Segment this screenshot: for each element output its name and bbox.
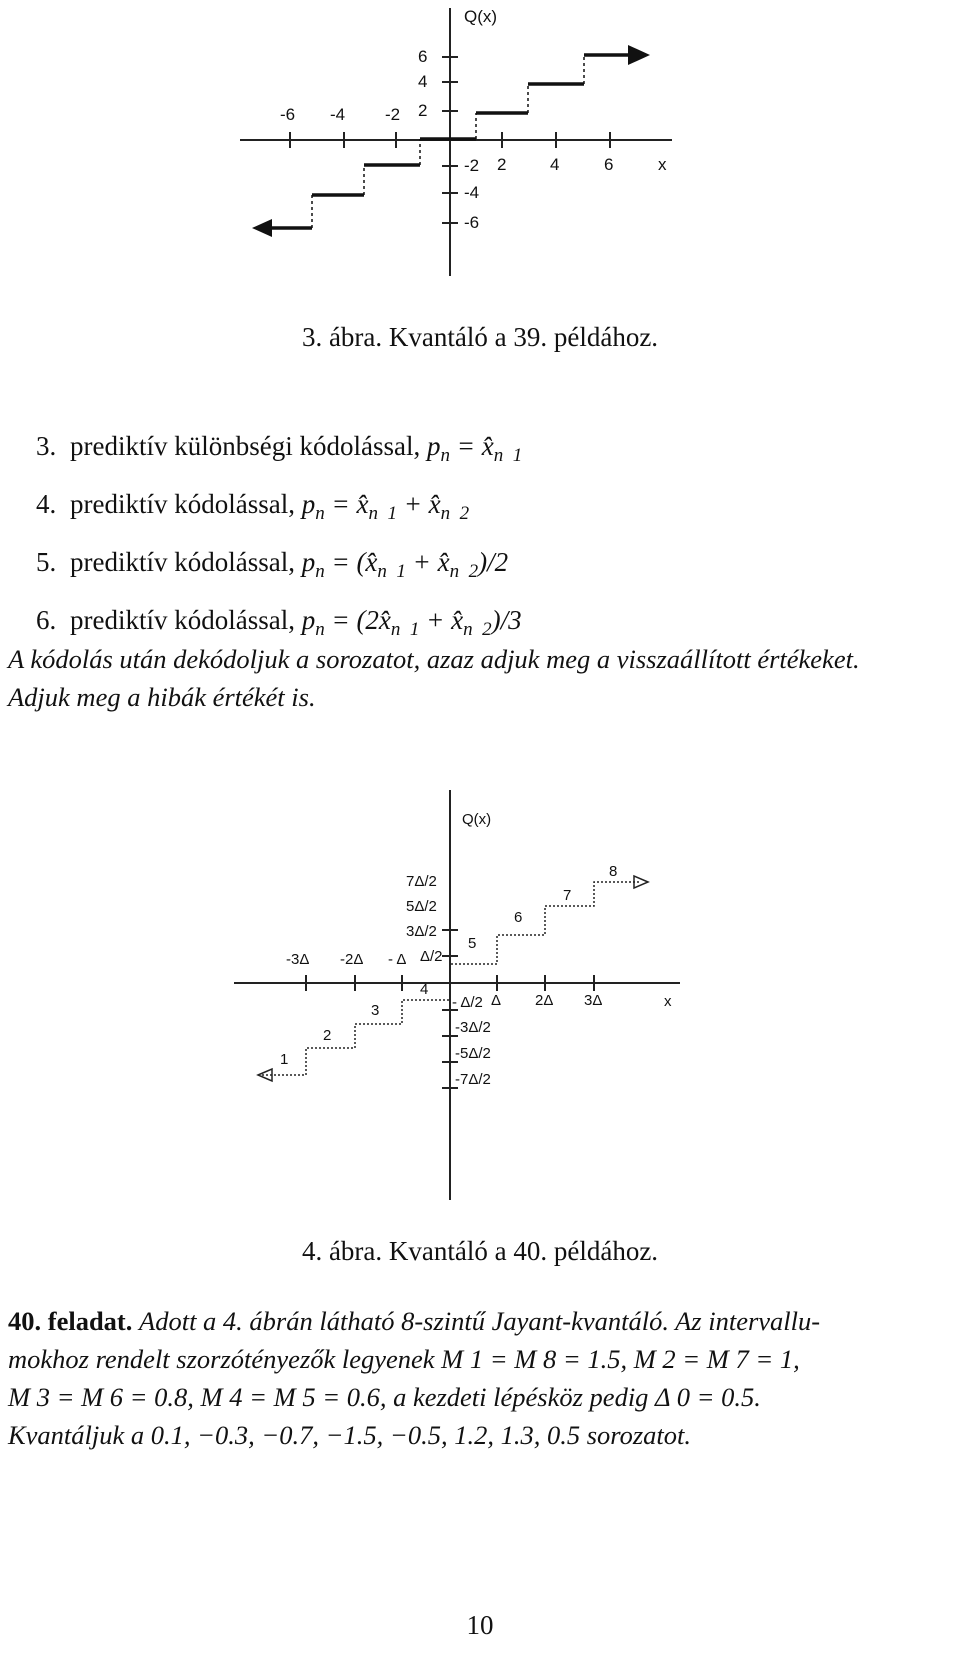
problem-40: 40. feladat. Adott a 4. ábrán látható 8-szintű Jayant-kvantáló. Az intervallu- mokhoz rendelt szorzótényezők legyenek M 1 = M 8 = 1.5, M 2 = M 7 = 1, M 3 = M 6 = 0.8, M 4 = M 5 = 0.6, a kezdeti lépésköz pedig Δ 0 = 0.5. Kvantáljuk a 0.1, −0.3, −0.7, −1.5, −0.5, 1.2, 1.3, 0.5 sorozatot. — [8, 1306, 821, 1450]
x-tick-label: -4 — [330, 105, 346, 124]
y-tick-label: 2 — [418, 101, 428, 120]
arrow-right-icon — [634, 876, 648, 888]
y-tick-label: 4 — [418, 72, 428, 91]
y-tick-label: - Δ/2 — [452, 994, 483, 1011]
level-label: 1 — [280, 1051, 289, 1068]
list-item: 3. prediktív különbségi kódolással, $p_n$ = $x̂_{n 1}$ — [36, 431, 523, 466]
list-item: 5. prediktív kódolással, $p_n$ = ($x̂_{n 1}$ + $x̂_{n 2})/2$ — [36, 547, 509, 582]
y-tick-label: -7Δ/2 — [455, 1071, 491, 1088]
decode-instructions: A kódolás után dekódoljuk a sorozatot, azaz adjuk meg a visszaállított értékeket. Adjuk meg a hibák értékét is. — [8, 644, 860, 712]
y-tick-label: -3Δ/2 — [455, 1019, 491, 1036]
arrow-left-icon — [252, 219, 272, 237]
figure-3-quantizer-plot — [0, 0, 960, 320]
level-label: 7 — [563, 887, 572, 904]
x-tick-label: 6 — [604, 155, 614, 174]
x-tick-label: -3Δ — [286, 951, 310, 968]
y-tick-label: Δ/2 — [420, 948, 443, 965]
x-tick-label: 2Δ — [535, 992, 554, 1009]
arrow-right-icon — [628, 45, 650, 65]
y-tick-label: -6 — [464, 213, 480, 232]
x-axis-label: x — [664, 993, 672, 1010]
level-label: 8 — [609, 863, 618, 880]
y-tick-label: -5Δ/2 — [455, 1045, 491, 1062]
y-tick-label: 5Δ/2 — [406, 898, 437, 915]
formula: $p_n$ = ($2x̂_{n 1}$ + $x̂_{n 2})/3$ — [301, 605, 522, 640]
figure-4-jayant-quantizer-plot — [0, 790, 960, 1270]
x-tick-label: 2 — [497, 155, 507, 174]
formula: $p_n$ = $x̂_{n 1}$ — [426, 431, 523, 466]
x-tick-label: Δ — [491, 992, 502, 1009]
list-item: 6. prediktív kódolással, $p_n$ = ($2x̂_{n 1}$ + $x̂_{n 2})/3$ — [36, 605, 522, 640]
arrow-left-icon — [258, 1069, 272, 1081]
x-tick-label: -2 — [385, 105, 401, 124]
y-axis-label: Q(x) — [464, 7, 498, 26]
x-tick-label: -2Δ — [340, 951, 364, 968]
level-label: 5 — [468, 935, 477, 952]
y-tick-label: -2 — [464, 156, 480, 175]
x-tick-label: 4 — [550, 155, 560, 174]
figure-3-caption: 3. ábra. Kvantáló a 39. példához. — [301, 322, 659, 352]
page-number: 10 — [466, 1610, 494, 1640]
y-tick-label: -4 — [464, 183, 480, 202]
x-tick-label: - Δ — [388, 951, 407, 968]
level-label: 3 — [371, 1002, 380, 1019]
formula: $p_n$ = $x̂_{n 1}$ + $x̂_{n 2}$ — [301, 489, 470, 524]
y-tick-label: 7Δ/2 — [406, 873, 437, 890]
formula: $p_n$ = ($x̂_{n 1}$ + $x̂_{n 2})/2$ — [301, 547, 509, 582]
y-axis-label: Q(x) — [462, 811, 492, 828]
y-tick-label: 6 — [418, 47, 428, 66]
figure-4-caption: 4. ábra. Kvantáló a 40. példához. — [301, 1236, 659, 1266]
level-label: 6 — [514, 909, 523, 926]
level-label: 2 — [323, 1027, 332, 1044]
method-list — [36, 428, 522, 660]
level-label: 4 — [420, 981, 429, 998]
y-tick-label: 3Δ/2 — [406, 923, 437, 940]
x-tick-label: 3Δ — [584, 992, 603, 1009]
problem-title: 40. feladat. — [8, 1306, 133, 1336]
x-axis-label: x — [658, 155, 667, 174]
x-tick-label: -6 — [280, 105, 296, 124]
list-item: 4. prediktív kódolással, $p_n$ = $x̂_{n 1}$ + $x̂_{n 2}$ — [36, 489, 470, 524]
